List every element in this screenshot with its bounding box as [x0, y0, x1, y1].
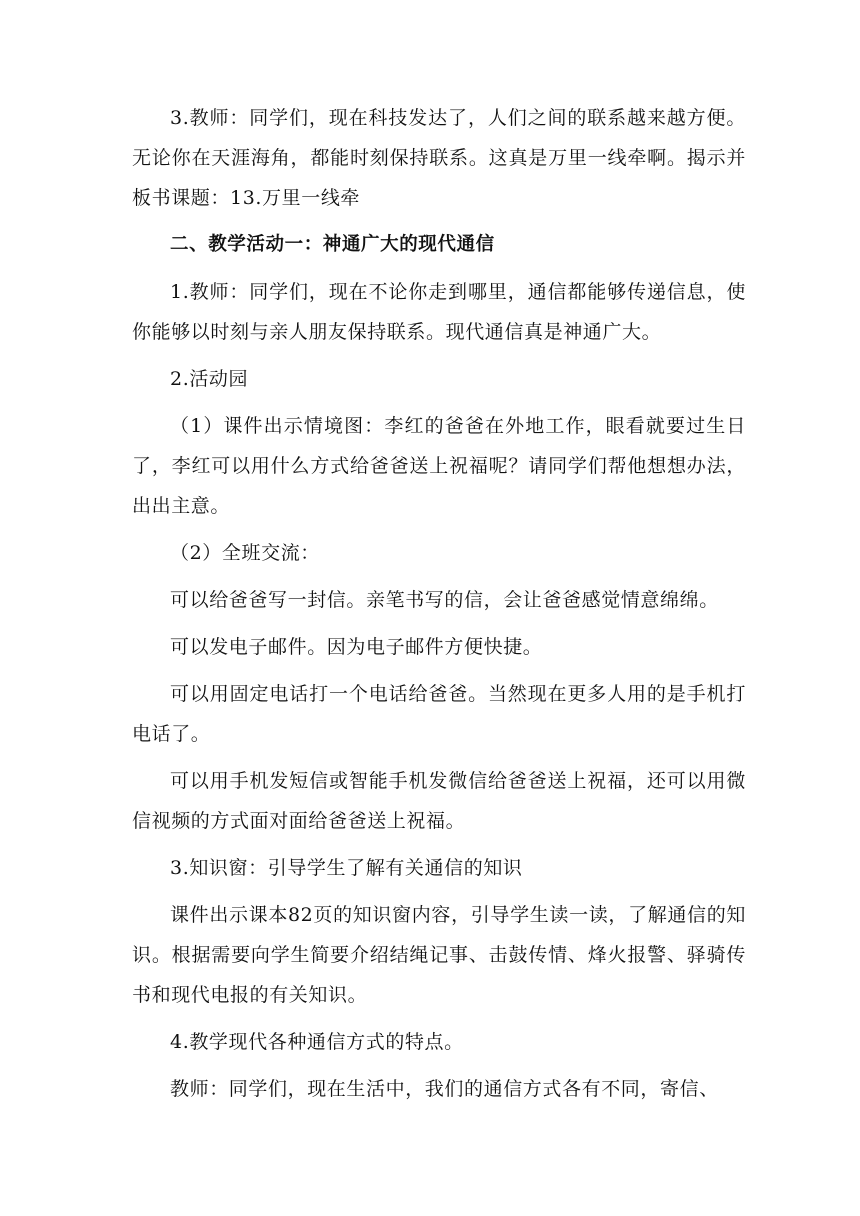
paragraph-intro-topic: 3.教师：同学们，现在科技发达了，人们之间的联系越来越方便。无论你在天涯海角，都能时刻保持联系。这真是万里一线牵啊。揭示并板书课题：13.万里一线牵 [132, 107, 746, 209]
paragraph-knowledge-window: 3.知识窗：引导学生了解有关通信的知识 [170, 857, 523, 879]
paragraph-send-email: 可以发电子邮件。因为电子邮件方便快捷。 [170, 636, 543, 658]
paragraph-teacher-modern-communication: 1.教师：同学们，现在不论你走到哪里，通信都能够传递信息，使你能够以时刻与亲人朋友保持联系。现代通信真是神通广大。 [132, 281, 746, 343]
paragraph-sms-wechat: 可以用手机发短信或智能手机发微信给爸爸送上祝福，还可以用微信视频的方式面对面给爸爸送上祝福。 [132, 770, 746, 832]
document-body [132, 98, 746, 1116]
paragraph-teacher-daily-life: 教师：同学们，现在生活中，我们的通信方式各有不同，寄信、 [170, 1078, 719, 1100]
paragraph-telephone: 可以用固定电话打一个电话给爸爸。当然现在更多人用的是手机打电话了。 [132, 683, 746, 745]
paragraph-scenario-image: （1）课件出示情境图：李红的爸爸在外地工作，眼看就要过生日了，李红可以用什么方式给爸爸送上祝福呢？请同学们帮他想想办法，出出主意。 [132, 415, 746, 517]
paragraph-communication-features: 4.教学现代各种通信方式的特点。 [170, 1031, 464, 1053]
paragraph-write-letter: 可以给爸爸写一封信。亲笔书写的信，会让爸爸感觉情意绵绵。 [170, 589, 719, 611]
section-heading-activity-one: 二、教学活动一：神通广大的现代通信 [170, 234, 495, 255]
paragraph-class-exchange: （2）全班交流： [170, 542, 320, 564]
paragraph-textbook-page: 课件出示课本82页的知识窗内容，引导学生读一读，了解通信的知识。根据需要向学生简要介绍结绳记事、击鼓传情、烽火报警、驿骑传书和现代电报的有关知识。 [132, 904, 746, 1006]
paragraph-activity-garden: 2.活动园 [170, 368, 249, 390]
